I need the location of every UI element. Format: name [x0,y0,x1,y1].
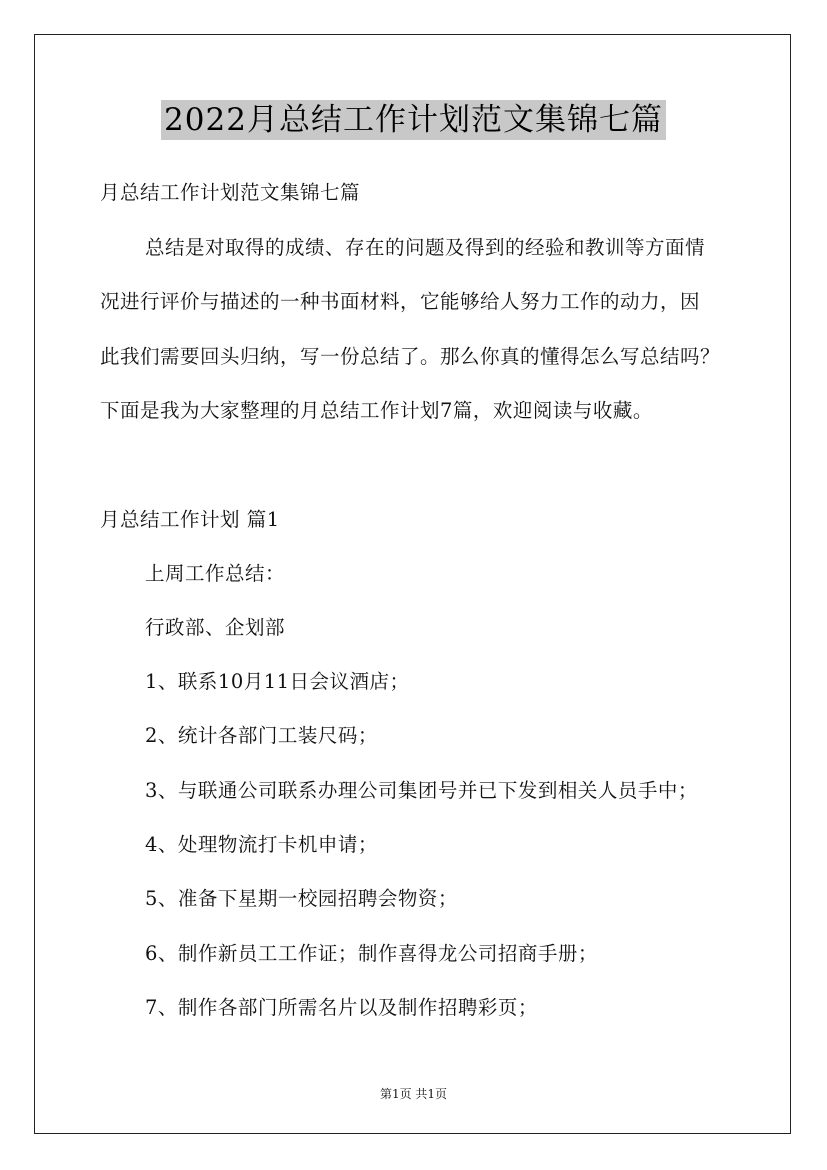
section-heading: 月总结工作计划 篇1 [100,508,280,531]
section-line: 5、准备下星期一校园招聘会物资； [145,887,458,910]
document-subtitle: 月总结工作计划范文集锦七篇 [100,181,361,204]
page-footer: 第1页 共1页 [379,1087,448,1101]
title-container [0,100,827,140]
document-title: 2022月总结工作计划范文集锦七篇 [161,100,666,140]
intro-line: 下面是我为大家整理的月总结工作计划7篇，欢迎阅读与收藏。 [100,399,653,422]
section-line: 行政部、企划部 [145,616,286,639]
intro-line: 总结是对取得的成绩、存在的问题及得到的经验和教训等方面情 [145,236,706,259]
section-line: 6、制作新员工工作证；制作喜得龙公司招商手册； [145,942,598,965]
section-line: 7、制作各部门所需名片以及制作招聘彩页； [145,996,538,1019]
section-line: 4、处理物流打卡机申请； [145,833,378,856]
section-line: 1、联系10月11日会议酒店； [145,670,410,693]
section-line: 2、统计各部门工装尺码； [145,724,378,747]
intro-line: 况进行评价与描述的一种书面材料，它能够给人努力工作的动力，因 [100,290,701,313]
section-line: 上周工作总结： [145,562,286,585]
intro-line: 此我们需要回头归纳，写一份总结了。那么你真的懂得怎么写总结吗？ [100,345,721,368]
section-line: 3、与联通公司联系办理公司集团号并已下发到相关人员手中； [145,779,698,802]
